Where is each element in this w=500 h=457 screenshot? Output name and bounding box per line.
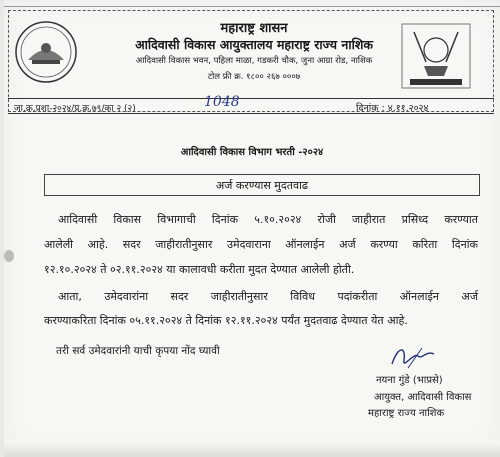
handwritten-number: 1048 <box>204 94 240 110</box>
department-logo-icon <box>14 20 78 84</box>
reference-top-rule <box>8 98 494 99</box>
office-title: आदिवासी विकास आयुक्तालय महाराष्ट्र राज्य नाशिक <box>135 37 373 52</box>
govt-title: महाराष्ट्र शासन <box>220 21 288 36</box>
signatory-designation: आयुक्त, आदिवासी विकास <box>374 392 472 403</box>
toll-free-number: टोल फ्री क्र. १८०० २६७ ०००७ <box>207 72 301 82</box>
signatory-office: महाराष्ट्र राज्य नाशिक <box>368 408 445 419</box>
reference-number: जा.क्र.प्रशा-२०२४/प्र.क्र.७९/का २ (२) <box>14 104 136 114</box>
top-rule <box>4 6 500 7</box>
subject-box <box>44 174 480 196</box>
letter-date: दिनांक : ४.११.२०२४ <box>356 103 429 114</box>
notice-title: आदिवासी विकास विभाग भरती -२०२४ <box>180 147 324 158</box>
reference-bottom-rule <box>8 113 494 114</box>
paragraph-2-line-1: आता, उमेदवारांना सदर जाहीरातीनुसार विविध पदांकरीता ऑनलाईन अर्ज <box>58 290 478 303</box>
punch-hole <box>4 250 14 262</box>
letter-page <box>4 0 500 457</box>
page-bottom-shadow <box>4 441 500 457</box>
paragraph-1-line-1: आदिवासी विकास विभागाची दिनांक ५.१०.२०२४ रोजी जाहीरात प्रसिध्द करण्यात <box>58 213 478 226</box>
paragraph-1-line-2: आलेली आहे. सदर जाहीरातीनुसार उमेदवाराना ऑनलाईन अर्ज करण्या करिता दिनांक <box>44 238 478 251</box>
paragraph-2-line-2: करण्याकरिता दिनांक ०५.११.२०२४ ते दिनांक १२.११.२०२४ पर्यंत मुदतवाढ देण्यात येत आहे. <box>44 314 408 327</box>
paragraph-1-line-3: १२.१०.२०२४ ते ०२.११.२०२४ या कालावधी करीता मुदत देण्यात आलेली होती. <box>44 263 355 276</box>
closing-note: तरी सर्व उमेदवारांनी याची कृपया नोंद घ्यावी <box>56 345 220 357</box>
signatory-name: नयना गुंडे (भाप्रसे) <box>376 375 443 386</box>
subject-text: अर्ज करण्यास मुदतवाढ <box>215 178 309 192</box>
office-address: आदिवासी विकास भवन, पहिला माळा, गडकरी चौक, जुना आग्रा रोड, नाशिक <box>135 56 373 66</box>
signature-scribble-icon <box>388 342 438 372</box>
